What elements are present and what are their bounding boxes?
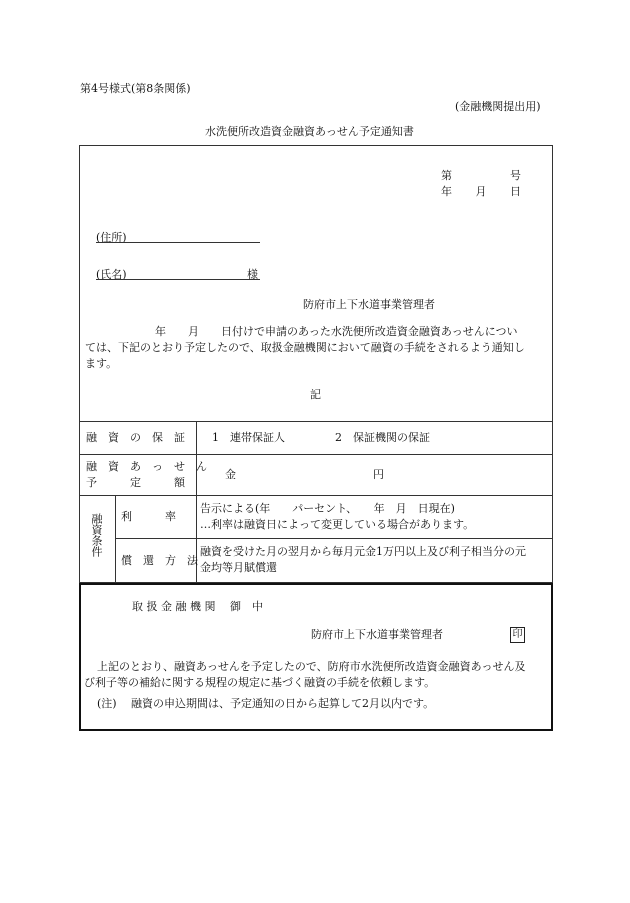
date-year: 年 (441, 185, 452, 198)
number-field (441, 169, 521, 183)
body-line-2: ては、下記のとおり予定したので、取扱金融機関において融資の手続をされるよう通知し (85, 341, 525, 354)
guarantee-option-2: 2 保証機関の保証 (335, 431, 430, 444)
seal-mark: 印 (510, 627, 525, 643)
amount-label-line-1: 融 資 あ っ せ ん (86, 460, 207, 473)
row-divider-1 (79, 421, 553, 422)
name-underline (96, 279, 260, 280)
date-month: 月 (475, 185, 487, 198)
body-line-1: 年 月 日付けで申請のあった水洗便所改造資金融資あっせんについ (155, 325, 518, 338)
number-suffix: 号 (510, 169, 521, 182)
issuer-name: 防府市上下水道事業管理者 (303, 298, 435, 311)
date-day: 日 (510, 185, 521, 198)
body-line-3: ます。 (85, 357, 118, 370)
note-label: (注) (97, 697, 117, 710)
rate-line-1: 告示による(年 パーセント、 年 月 日現在) (200, 502, 455, 515)
honorific: 様 (247, 268, 258, 281)
guarantee-label: 融 資 の 保 証 (86, 431, 185, 444)
conditions-group-label: 融資条件 (90, 513, 103, 557)
form-number: 第4号様式(第8条関係) (80, 82, 191, 95)
number-prefix: 第 (441, 169, 452, 182)
column-divider-conditions (115, 495, 116, 583)
amount-label-line-2: 予 定 額 (86, 476, 185, 489)
row-divider-3 (79, 495, 553, 496)
repayment-line-2: 金均等月賦償還 (200, 561, 277, 574)
guarantee-option-1: 1 連帯保証人 (212, 431, 285, 444)
address-label: (住所) (96, 231, 127, 244)
request-line-1: 上記のとおり、融資あっせんを予定したので、防府市水洗便所改造資金融資あっせん及 (97, 660, 526, 673)
amount-suffix: 円 (373, 468, 384, 481)
rate-label: 利 率 (121, 510, 176, 523)
date-field (441, 185, 521, 199)
document-title: 水洗便所改造資金融資あっせん予定通知書 (205, 125, 414, 138)
repayment-label: 償 還 方 法 (121, 554, 198, 567)
address-underline (96, 242, 260, 243)
rate-line-2: …利率は融資日によって変更している場合があります。 (200, 518, 475, 531)
request-line-2: び利子等の補給に関する規程の規定に基づく融資の手続を依頼します。 (84, 676, 436, 689)
ki-mark: 記 (310, 388, 321, 401)
row-divider-2 (79, 454, 553, 455)
submission-note: (金融機関提出用) (455, 100, 541, 113)
amount-prefix: 金 (225, 468, 236, 481)
row-divider-4 (115, 538, 553, 539)
repayment-line-1: 融資を受けた月の翌月から毎月元金1万円以上及び利子相当分の元 (200, 545, 526, 558)
lower-issuer-name: 防府市上下水道事業管理者 (311, 628, 443, 641)
bank-addressee: 取 扱 金 融 機 関 御 中 (132, 600, 263, 613)
name-label: (氏名) (96, 268, 127, 281)
note-text: 融資の申込期間は、予定通知の日から起算して2月以内です。 (131, 697, 435, 710)
